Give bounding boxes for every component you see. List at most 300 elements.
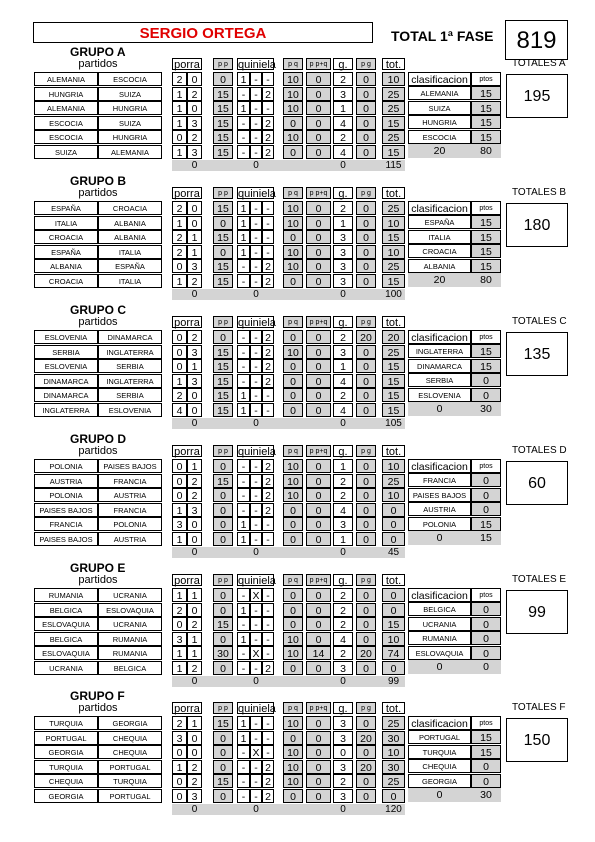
quiniela-x: - [250,532,262,546]
footer-total: 45 [387,547,400,558]
pp-value: 0 [213,459,233,473]
group-title: GRUPO A [70,45,126,59]
pg-value: 0 [356,259,376,273]
goals-value: 3 [333,789,353,803]
total-phase-label: TOTAL 1ª FASE [391,28,494,44]
goals-value: 3 [333,760,353,774]
clasificacion-points: 0 [471,617,501,631]
pp-value: 15 [213,101,233,115]
header-pq: p q [283,187,303,199]
pq-value: 0 [283,359,303,373]
porra-away: 0 [187,532,202,546]
pg-value: 0 [356,201,376,215]
header-quiniela: quiniela [238,703,276,715]
footer-total: 0 [340,289,346,300]
team-home: CROACIA [34,230,98,244]
pq-value: 10 [283,745,303,759]
quiniela-1: - [237,760,250,774]
tot-value: 25 [382,130,405,144]
header-partidos: partidos [78,574,118,586]
ptos-header: ptos [471,201,501,215]
totals-bar [172,160,405,171]
clasificacion-points: 0 [471,631,501,645]
clasificacion-points: 15 [471,86,501,100]
group-section [0,689,595,815]
goals-value: 3 [333,661,353,675]
footer-total: 0 [191,289,198,300]
porra-home: 1 [172,760,187,774]
tot-value: 10 [382,459,405,473]
clasificacion-points: 0 [471,646,501,660]
porra-away: 0 [187,403,202,417]
clasificacion-header: clasificacion [408,72,471,86]
ppq-value: 0 [306,274,331,288]
pp-value: 15 [213,87,233,101]
pq-value: 10 [283,87,303,101]
goals-value: 2 [333,201,353,215]
pg-value: 0 [356,130,376,144]
pg-value: 0 [356,745,376,759]
pp-value: 0 [213,760,233,774]
team-home: CROACIA [34,274,98,288]
team-away: TURQUIA [98,774,162,788]
goals-value: 3 [333,245,353,259]
pg-value: 0 [356,459,376,473]
ppq-value: 0 [306,330,331,344]
pp-value: 0 [213,632,233,646]
quiniela-1: - [237,745,250,759]
pp-value: 0 [213,216,233,230]
pp-value: 0 [213,488,233,502]
tot-value: 30 [382,731,405,745]
group-totals-value: 195 [506,74,568,118]
tot-value: 0 [382,789,405,803]
team-away: CHEQUIA [98,745,162,759]
pq-value: 0 [283,588,303,602]
pg-value: 0 [356,101,376,115]
pp-value: 0 [213,588,233,602]
quiniela-1: 1 [237,201,250,215]
ppq-value: 0 [306,731,331,745]
porra-away: 2 [187,760,202,774]
ppq-value: 0 [306,403,331,417]
header-pp: p p [213,58,233,70]
tot-value: 10 [382,488,405,502]
porra-home: 3 [172,517,187,531]
pq-value: 10 [283,716,303,730]
team-home: CHEQUIA [34,774,98,788]
footer-total: 0 [253,289,259,300]
porra-away: 0 [187,517,202,531]
pq-value: 10 [283,245,303,259]
porra-away: 1 [187,230,202,244]
pq-value: 10 [283,72,303,86]
quiniela-x: - [250,374,262,388]
clasificacion-total-a: 0 [436,403,443,415]
quiniela-x: - [250,245,262,259]
team-away: HUNGRIA [98,101,162,115]
pp-value: 15 [213,116,233,130]
porra-away: 1 [187,588,202,602]
group-totals-label: TOTALES B [512,187,567,198]
clasificacion-footer [408,144,501,158]
tot-value: 15 [382,274,405,288]
porra-home: 4 [172,403,187,417]
goals-value: 1 [333,532,353,546]
quiniela-1: - [237,274,250,288]
clasificacion-header: clasificacion [408,330,471,344]
quiniela-x: - [250,230,262,244]
team-home: BELGICA [34,632,98,646]
quiniela-2: 2 [262,488,274,502]
ppq-value: 0 [306,345,331,359]
quiniela-1: 1 [237,716,250,730]
header-g: g. [333,574,353,586]
ppq-value: 0 [306,459,331,473]
pq-value: 10 [283,760,303,774]
team-away: ESPAÑA [98,259,162,273]
header-ppq: p p+q [306,187,331,199]
ppq-value: 0 [306,388,331,402]
footer-total: 0 [253,418,259,429]
table-row [0,661,595,675]
header-pp: p p [213,316,233,328]
pq-value: 0 [283,617,303,631]
porra-away: 2 [187,774,202,788]
header-pq: p q [283,445,303,457]
clasificacion-points: 15 [471,745,501,759]
pg-value: 0 [356,274,376,288]
footer-total: 0 [191,418,198,429]
ppq-value: 0 [306,201,331,215]
header-porra: porra [172,445,202,457]
quiniela-1: 1 [237,632,250,646]
pp-value: 15 [213,345,233,359]
quiniela-2: - [262,588,274,602]
quiniela-2: 2 [262,374,274,388]
tot-value: 10 [382,216,405,230]
quiniela-1: - [237,459,250,473]
team-home: UCRANIA [34,661,98,675]
pp-value: 15 [213,130,233,144]
group-totals-value: 99 [506,590,568,634]
quiniela-2: - [262,216,274,230]
ppq-value: 0 [306,145,331,159]
goals-value: 3 [333,274,353,288]
porra-away: 2 [187,130,202,144]
ppq-value: 0 [306,101,331,115]
porra-home: 0 [172,774,187,788]
porra-away: 0 [187,388,202,402]
ppq-value: 0 [306,216,331,230]
header-g: g. [333,58,353,70]
porra-away: 0 [187,745,202,759]
table-row [0,130,595,144]
pq-value: 0 [283,517,303,531]
pg-value: 0 [356,503,376,517]
quiniela-1: 1 [237,216,250,230]
porra-home: 1 [172,116,187,130]
clasificacion-total-b: 80 [480,145,492,157]
team-away: ITALIA [98,274,162,288]
footer-total: 99 [387,676,400,687]
porra-home: 0 [172,459,187,473]
clasificacion-total-b: 15 [480,532,492,544]
quiniela-x: - [250,661,262,675]
pq-value: 0 [283,230,303,244]
clasificacion-points: 15 [471,730,501,744]
clasificacion-team: POLONIA [408,517,471,531]
group-title: GRUPO B [70,174,127,188]
group-totals-value: 60 [506,461,568,505]
clasificacion-points: 0 [471,602,501,616]
porra-home: 2 [172,72,187,86]
pg-value: 0 [356,789,376,803]
header-tot: tot. [382,316,405,328]
pp-value: 15 [213,230,233,244]
clasificacion-team: CROACIA [408,244,471,258]
pg-value: 0 [356,216,376,230]
clasificacion-points: 0 [471,488,501,502]
quiniela-x: - [250,488,262,502]
team-home: POLONIA [34,459,98,473]
quiniela-x: - [250,617,262,631]
ptos-header: ptos [471,716,501,730]
team-away: ITALIA [98,245,162,259]
pg-value: 0 [356,774,376,788]
clasificacion-points: 0 [471,502,501,516]
team-home: ALBANIA [34,259,98,273]
tot-value: 10 [382,72,405,86]
quiniela-2: 2 [262,145,274,159]
goals-value: 0 [333,745,353,759]
quiniela-x: - [250,503,262,517]
porra-home: 0 [172,474,187,488]
pp-value: 15 [213,474,233,488]
quiniela-x: - [250,72,262,86]
header-pq: p q [283,316,303,328]
group-title: GRUPO C [70,303,127,317]
quiniela-x: X [250,745,262,759]
team-away: HUNGRIA [98,130,162,144]
ppq-value: 0 [306,72,331,86]
header-partidos: partidos [78,187,118,199]
porra-home: 0 [172,488,187,502]
table-row [0,403,595,417]
team-away: ESCOCIA [98,72,162,86]
footer-total: 0 [340,804,346,815]
team-away: RUMANIA [98,646,162,660]
pp-value: 0 [213,789,233,803]
pg-value: 0 [356,245,376,259]
ppq-value: 0 [306,503,331,517]
pg-value: 0 [356,532,376,546]
header-pp: p p [213,702,233,714]
pp-value: 0 [213,603,233,617]
header-tot: tot. [382,187,405,199]
porra-away: 3 [187,503,202,517]
quiniela-2: 2 [262,130,274,144]
header-partidos: partidos [78,316,118,328]
clasificacion-points: 15 [471,215,501,229]
quiniela-1: - [237,345,250,359]
quiniela-x: X [250,646,262,660]
quiniela-2: - [262,72,274,86]
pp-value: 0 [213,661,233,675]
porra-away: 1 [187,632,202,646]
porra-home: 2 [172,201,187,215]
quiniela-x: - [250,774,262,788]
goals-value: 1 [333,101,353,115]
quiniela-2: 2 [262,459,274,473]
header-pg: p g [356,316,376,328]
team-home: AUSTRIA [34,474,98,488]
clasificacion-team: UCRANIA [408,617,471,631]
team-away: SUIZA [98,116,162,130]
porra-home: 3 [172,632,187,646]
quiniela-1: - [237,259,250,273]
tot-value: 25 [382,774,405,788]
porra-away: 2 [187,661,202,675]
quiniela-x: - [250,345,262,359]
quiniela-x: - [250,101,262,115]
porra-home: 0 [172,330,187,344]
tot-value: 20 [382,330,405,344]
porra-home: 0 [172,259,187,273]
footer-total: 0 [191,547,198,558]
pq-value: 0 [283,388,303,402]
tot-value: 30 [382,760,405,774]
header-pp: p p [213,187,233,199]
pg-value: 0 [356,359,376,373]
quiniela-2: - [262,388,274,402]
porra-away: 2 [187,87,202,101]
team-away: CHEQUIA [98,731,162,745]
pp-value: 15 [213,617,233,631]
pp-value: 0 [213,731,233,745]
pq-value: 10 [283,646,303,660]
tot-value: 15 [382,374,405,388]
ppq-value: 0 [306,532,331,546]
team-away: PORTUGAL [98,789,162,803]
clasificacion-points: 15 [471,517,501,531]
quiniela-x: - [250,517,262,531]
quiniela-1: - [237,116,250,130]
quiniela-x: - [250,216,262,230]
pp-value: 0 [213,330,233,344]
quiniela-1: 1 [237,245,250,259]
porra-away: 0 [187,201,202,215]
team-away: SERBIA [98,388,162,402]
clasificacion-header: clasificacion [408,588,471,602]
header-pg: p g [356,187,376,199]
footer-total: 0 [253,804,259,815]
porra-away: 3 [187,374,202,388]
team-home: SERBIA [34,345,98,359]
clasificacion-team: GEORGIA [408,774,471,788]
header-ppq: p p+q [306,702,331,714]
porra-away: 0 [187,731,202,745]
footer-total: 0 [340,547,346,558]
tot-value: 10 [382,245,405,259]
pq-value: 10 [283,216,303,230]
ptos-header: ptos [471,330,501,344]
porra-away: 3 [187,145,202,159]
team-home: GEORGIA [34,789,98,803]
team-home: SUIZA [34,145,98,159]
footer-total: 0 [253,160,259,171]
team-away: PAISES BAJOS [98,459,162,473]
quiniela-1: - [237,130,250,144]
team-away: ESLOVAQUIA [98,603,162,617]
quiniela-x: - [250,789,262,803]
clasificacion-points: 15 [471,230,501,244]
clasificacion-total-a: 20 [433,274,446,286]
header-pq: p q [283,702,303,714]
player-name: SERGIO ORTEGA [33,22,373,43]
porra-home: 2 [172,230,187,244]
team-away: BELGICA [98,661,162,675]
totals-bar [172,804,405,815]
quiniela-x: - [250,359,262,373]
goals-value: 1 [333,359,353,373]
quiniela-2: 2 [262,789,274,803]
clasificacion-team: ESLOVENIA [408,388,471,402]
header-quiniela: quiniela [238,575,276,587]
porra-away: 2 [187,330,202,344]
header-partidos: partidos [78,702,118,714]
header-tot: tot. [382,574,405,586]
pg-value: 0 [356,632,376,646]
header-ppq: p p+q [306,574,331,586]
tot-value: 0 [382,588,405,602]
table-row [0,774,595,788]
team-away: SERBIA [98,359,162,373]
goals-value: 3 [333,345,353,359]
clasificacion-team: TURQUIA [408,745,471,759]
header-porra: porra [172,58,202,70]
ppq-value: 14 [306,646,331,660]
quiniela-1: - [237,359,250,373]
goals-value: 4 [333,116,353,130]
pg-value: 0 [356,517,376,531]
team-home: TURQUIA [34,716,98,730]
header-porra: porra [172,702,202,714]
ppq-value: 0 [306,661,331,675]
porra-away: 1 [187,359,202,373]
tot-value: 25 [382,345,405,359]
tot-value: 10 [382,745,405,759]
ppq-value: 0 [306,130,331,144]
quiniela-2: 2 [262,274,274,288]
pg-value: 20 [356,646,376,660]
clasificacion-points: 0 [471,473,501,487]
pg-value: 0 [356,87,376,101]
pp-value: 0 [213,72,233,86]
quiniela-1: - [237,661,250,675]
quiniela-1: 1 [237,517,250,531]
porra-home: 0 [172,130,187,144]
pp-value: 15 [213,716,233,730]
table-row [0,517,595,531]
quiniela-2: 2 [262,345,274,359]
pq-value: 10 [283,201,303,215]
pg-value: 0 [356,388,376,402]
pq-value: 0 [283,789,303,803]
team-home: ITALIA [34,216,98,230]
porra-away: 1 [187,646,202,660]
pp-value: 30 [213,646,233,660]
